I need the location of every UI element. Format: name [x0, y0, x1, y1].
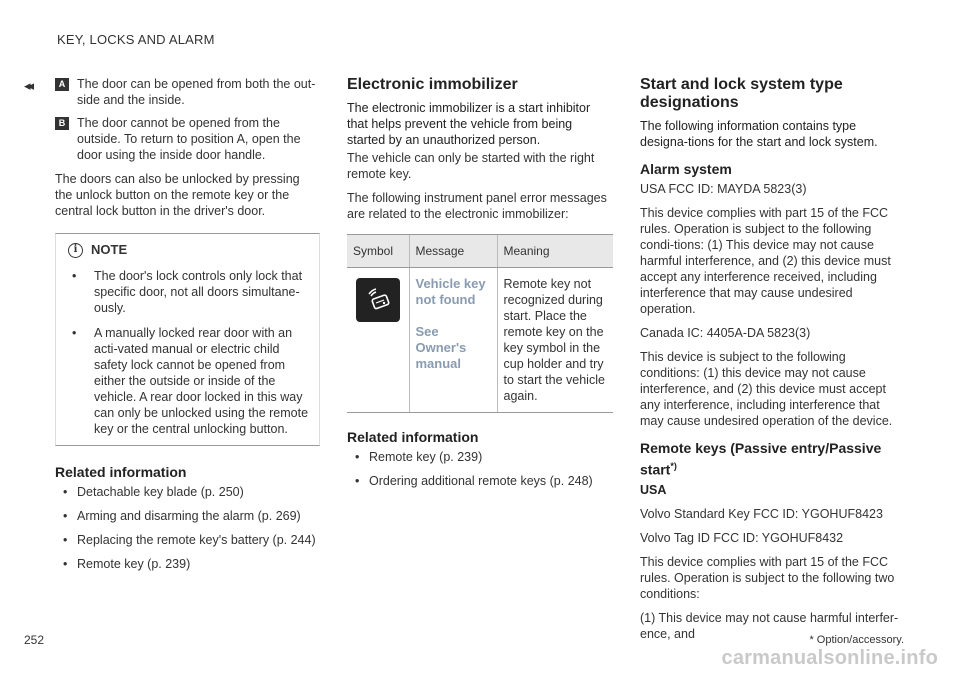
note-item: • The door's lock controls only lock that specific door, not all doors simultane-ously.	[60, 268, 315, 316]
related-information-heading: Related information	[347, 429, 479, 445]
remote-keys-heading	[640, 439, 906, 479]
unlock-paragraph: The doors can also be unlocked by pressing the unlock button on the remote key or the central lock button in the driver's door.	[55, 172, 300, 218]
paragraph: This device complies with part 15 of the FCC rules. Operation is subject to the following two conditions:	[640, 554, 895, 601]
footnote: * Option/accessory.	[809, 634, 904, 646]
section-intro: The electronic immobilizer is a start inhibitor that helps prevent the vehicle from being started by an unauthorized person.	[347, 101, 591, 147]
message-see-owners-manual: See Owner's manual	[415, 324, 467, 371]
fcc-id: USA FCC ID: MAYDA 5823(3)	[640, 182, 807, 196]
paragraph: (1) This device may not cause harmful interfer-ence, and	[640, 610, 899, 641]
standard-key-fcc-id: Volvo Standard Key FCC ID: YGOHUF8423	[640, 506, 883, 521]
note-box	[55, 233, 320, 446]
info-icon: i	[68, 243, 83, 258]
table-header-symbol: Symbol	[347, 235, 409, 268]
related-link[interactable]: • Ordering additional remote keys (p. 248)	[347, 473, 613, 489]
symbol-cell	[347, 268, 409, 413]
related-link[interactable]: • Detachable key blade (p. 250)	[55, 484, 320, 500]
tag-id-fcc-id: Volvo Tag ID FCC ID: YGOHUF8432	[640, 530, 844, 545]
position-b	[55, 115, 320, 163]
position-b-text: The door cannot be opened from the outside. To return to position A, open the door using the inside door handle.	[77, 116, 301, 162]
paragraph: The vehicle can only be started with the right remote key.	[347, 151, 595, 181]
related-link[interactable]: • Remote key (p. 239)	[55, 556, 320, 572]
column-1	[55, 76, 320, 580]
watermark: carmanualsonline.info	[721, 647, 938, 669]
paragraph: This device complies with part 15 of the FCC rules. Operation is subject to the following condi-tions: (1) This device may not cause harmful interference, and (2) this device must accept any interference received, including interference that may cause undesired operation.	[640, 206, 891, 316]
remote-key-symbol-icon	[356, 278, 400, 322]
message-vehicle-key-not-found: Vehicle key not found	[415, 276, 486, 307]
note-item: • A manually locked rear door with an acti-vated manual or electric child safety lock cannot be opened from either the outside or inside of the vehicle. A rear door locked in this way can only be unlocked using the remote key or the central unlocking button.	[60, 325, 315, 437]
position-a	[55, 76, 320, 108]
related-list	[347, 449, 613, 489]
note-title: NOTE	[91, 242, 128, 257]
related-list	[55, 484, 320, 572]
column-3	[640, 76, 906, 650]
related-link[interactable]: • Arming and disarming the alarm (p. 269)	[55, 508, 320, 524]
canada-ic: Canada IC: 4405A-DA 5823(3)	[640, 326, 811, 340]
usa-label: USA	[640, 482, 667, 497]
related-link[interactable]: • Remote key (p. 239)	[347, 449, 613, 465]
position-a-text: The door can be opened from both the out-side and the inside.	[77, 77, 316, 107]
related-information-heading: Related information	[55, 464, 187, 480]
table-row	[347, 268, 613, 413]
note-header	[60, 242, 315, 258]
table-header-message: Message	[409, 235, 497, 268]
page-header: KEY, LOCKS AND ALARM	[57, 32, 215, 47]
note-list	[60, 268, 315, 437]
message-cell	[409, 268, 497, 413]
meaning-cell: Remote key not recognized during start. Place the remote key on the key symbol in the cup holder and try to start the vehicle again.	[497, 268, 613, 413]
paragraph: This device is subject to the following conditions: (1) this device may not cause interference, and (2) this device must accept any interference, including interference that may cause undesired operation of the device.	[640, 350, 893, 428]
table-header-meaning: Meaning	[497, 235, 613, 268]
option-marker: *)	[670, 461, 677, 471]
position-b-badge: B	[55, 117, 69, 130]
paragraph: The following instrument panel error messages are related to the electronic immobilizer:	[347, 191, 607, 221]
related-link[interactable]: • Replacing the remote key's battery (p. 244)	[55, 532, 320, 548]
position-a-badge: A	[55, 78, 69, 91]
section-title: Electronic immobilizer	[347, 76, 518, 93]
page-number: 252	[24, 633, 45, 647]
column-2	[347, 76, 613, 497]
section-title: Start and lock system type designations	[640, 76, 843, 111]
section-intro: The following information contains type designa-tions for the start and lock system.	[640, 119, 878, 149]
immobilizer-table	[347, 234, 613, 413]
back-arrows-icon[interactable]: ◂◂	[24, 78, 32, 93]
alarm-system-heading: Alarm system	[640, 161, 732, 177]
remote-keys-title: Remote keys (Passive entry/Passive start	[640, 440, 882, 478]
